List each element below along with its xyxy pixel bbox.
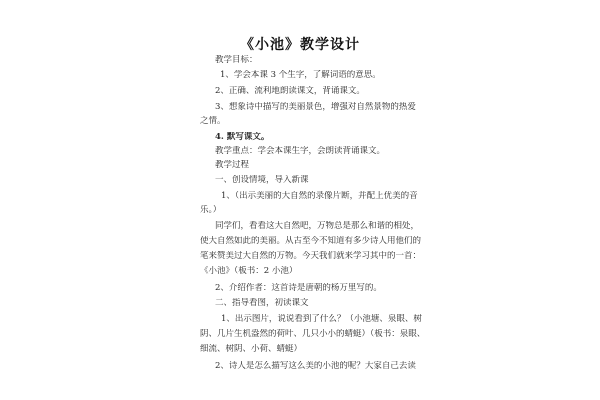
text-line: 教学目标： <box>215 55 258 65</box>
text-line: 1、学会本课 3 个生字，了解词语的意思。 <box>220 70 381 80</box>
document-title: 《小池》教学设计 <box>240 37 360 53</box>
text-line: 教学过程 <box>215 160 250 170</box>
text-line: 乐。） <box>200 205 222 215</box>
text-line: 使大自然如此的美丽。从古至今不知道有多少诗人用他们的 <box>200 236 422 246</box>
text-line: 3、想象诗中描写的美丽景色，增强对自然景物的热爱 <box>215 102 416 112</box>
text-line: 2、正确、流利地朗读课文，背诵课文。 <box>215 86 365 96</box>
text-line: 2、诗人是怎么描写这么美的小池的呢？大家自己去读 <box>215 361 416 371</box>
text-line: 二、指导看图，初读课文 <box>215 298 309 308</box>
text-line: 1、出示图片，说说看到了什么？（小池塘、泉眼、树 <box>221 314 422 324</box>
text-line: 一、创设情境，导入新课 <box>215 175 309 185</box>
text-line: 阴、几片生机盎然的荷叶、几只小小的蜻蜓）（板书：泉眼、 <box>200 329 426 339</box>
text-line: 4. 默写课文。 <box>215 132 270 142</box>
text-line: 同学们，看看这大自然吧，万物总是那么和谐的相处， <box>215 221 420 231</box>
text-line: 1、（出示美丽的大自然的录像片断，并配上优美的音 <box>221 191 418 201</box>
text-line: 笔来赞美过大自然的万物。今天我们就来学习其中的一首： <box>200 251 422 261</box>
text-line: 之情。 <box>200 116 226 126</box>
text-line: 《小池》（板书：2 小池） <box>200 266 298 276</box>
text-line: 细流、树阴、小荷、蜻蜓） <box>200 344 303 354</box>
text-line: 2、介绍作者：这首诗是唐朝的杨万里写的。 <box>215 283 382 293</box>
text-line: 教学重点：学会本课生字，会朗读背诵课文。 <box>215 146 386 156</box>
